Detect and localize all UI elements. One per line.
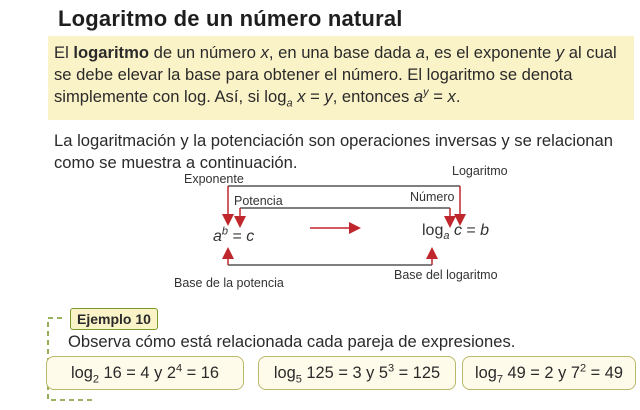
label-base-potencia: Base de la potencia [174,276,284,290]
definition-paragraph: El logaritmo de un número x, en una base dada a, es el exponente y al cual se debe elevar la base para obtener el número. El logaritmo se denota simplemente con log. Así, si $\log_a x = y$, entonces $a^y = x$. [54,43,617,110]
example-text: Observa cómo está relacionada cada pareja de expresiones. [68,332,516,351]
relation-paragraph: La logaritmación y la potenciación son operaciones inversas y se relacionan como se muestra a continuación. [54,131,613,172]
term-logaritmo: logaritmo [73,43,149,62]
label-potencia: Potencia [234,194,283,208]
example-pair-1: $\log_2 16 = 4$ y $2^4 = 16$ [46,356,244,390]
example-tag: Ejemplo 10 [70,308,158,330]
expr-logaritmo: $\log_a c = b$ [422,222,490,243]
expr-potencia: $a^b = c$ [213,225,255,245]
page-title: Logaritmo de un número natural [58,6,403,31]
label-base-logaritmo: Base del logaritmo [394,268,498,282]
label-logaritmo: Logaritmo [452,164,508,178]
label-numero: Número [410,190,455,204]
example-pair-2: $\log_5 125 = 3$ y $5^3 = 125$ [258,356,456,390]
label-exponente: Exponente [184,172,244,186]
example-pair-3: $\log_7 49 = 2$ y $7^2 = 49$ [462,356,636,390]
